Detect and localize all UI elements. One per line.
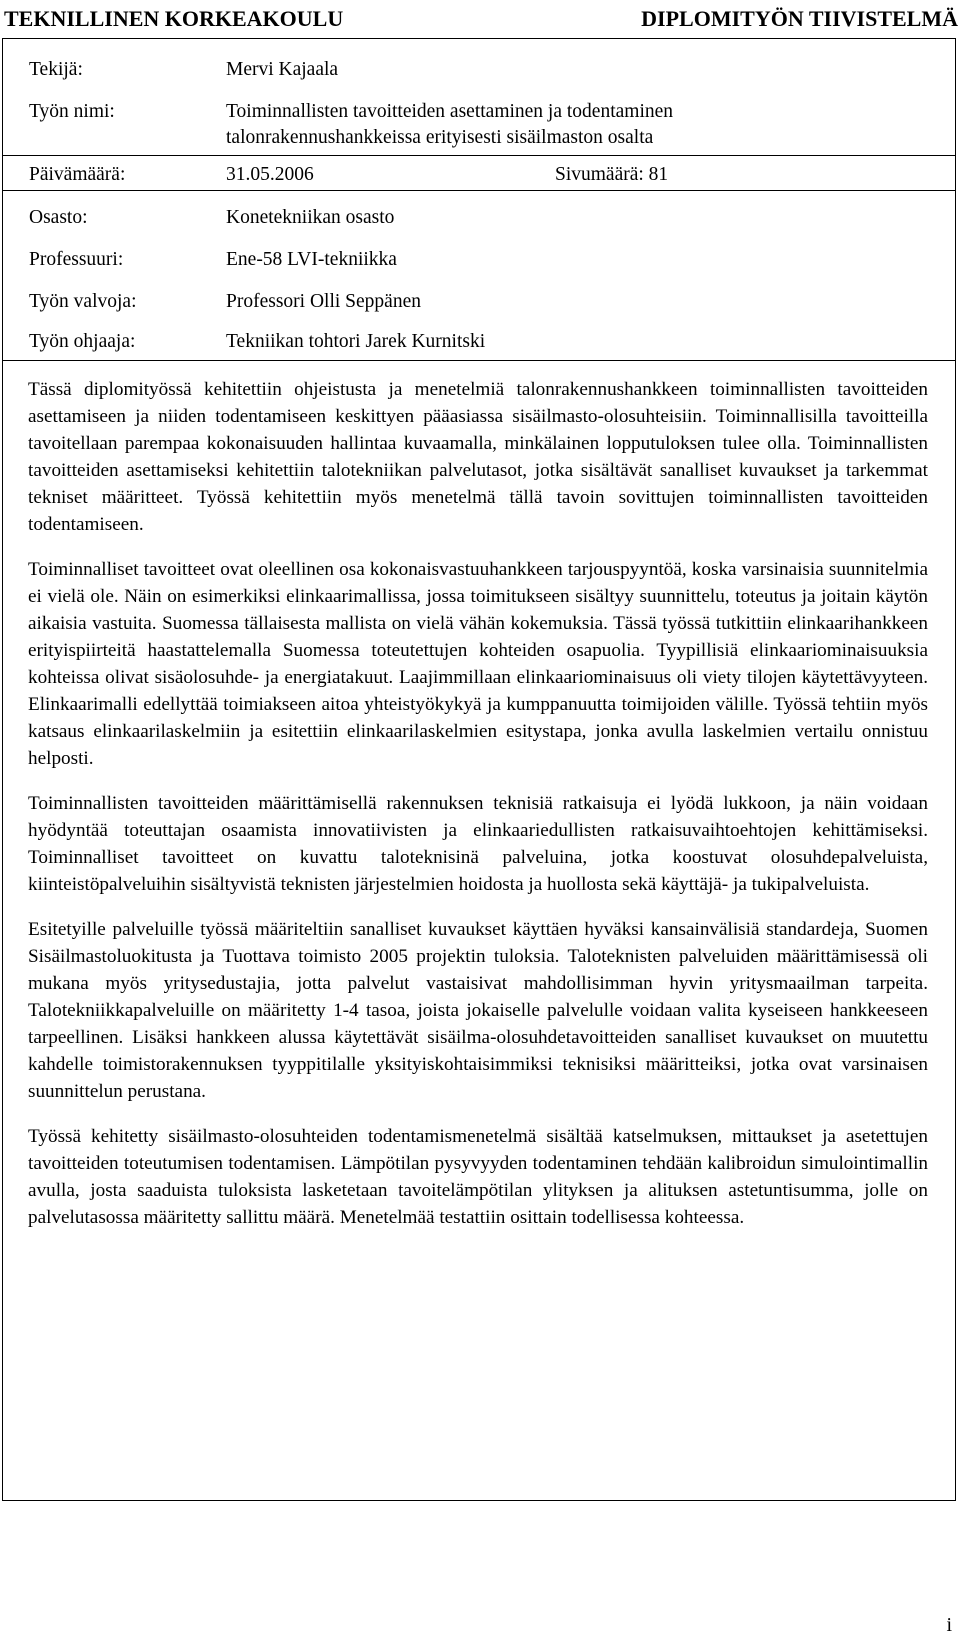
title-line-1: Toiminnallisten tavoitteiden asettaminen ja todentaminen [226, 101, 674, 122]
divider-middle [3, 190, 955, 191]
author-label: Tekijä: [29, 59, 83, 80]
abstract-paragraph-3: Toiminnallisten tavoitteiden määrittämisellä rakennuksen teknisiä ratkaisuja ei lyödä lukkoon, ja näin voidaan hyödyntää toteuttajan osaamista innovatiivisten ja elinkaariedullisten ratkaisuvaihtoehtojen kehittämiseksi. Toiminnalliset tavoitteet on kuvattu taloteknisinä palveluina, jotka koostuvat olosuhdepalveluista, kiinteistöpalveluihin sisältyvistä teknisten järjestelmien hoidosta ja huollosta sekä käyttäjä- ja tukipalveluista. [28, 793, 928, 895]
title-label: Työn nimi: [29, 101, 115, 122]
supervisor-value: Professori Olli Seppänen [226, 291, 421, 312]
abstract-paragraph-2: Toiminnalliset tavoitteet ovat oleellinen osa kokonaisvastuuhankkeen tarjouspyyntöä, koska varsinaisia suunnitelmia ei vielä ole. Näin on esimerkiksi elinkaarimallissa, jossa toimitukseen sisältyy suunnittelu, toteutus ja joitain käytön aikaisia vastuita. Suomessa tällaisesta mallista on vielä vähän kokemuksia. Tässä työssä tutkittiin elinkaarihankkeen erityispiirteitä haastattelemalla Suomessa toteutettujen kohteiden osapuolia. Tyypillisiä elinkaariominaisuuksia kohteissa olivat sisäolosuhde- ja energiatakuut. Laajimmillaan elinkaariominaisuus oli viety tilojen käytettävyyteen. Elinkaarimalli edellyttää toimiakseen aitoa yhteistyökykyä ja kumppanuutta toimijoiden välille. Työssä tehtiin myös katsaus elinkaarilaskelmiin ja esitettiin elinkaarilaskelmien esitystapa, jonka avulla laskelmien vertailu onnistuu helposti. [28, 559, 928, 769]
professorship-label: Professuuri: [29, 249, 124, 270]
abstract-paragraph-1: Tässä diplomityössä kehitettiin ohjeistusta ja menetelmiä talonrakennushankkeen toiminnallisten tavoitteiden asettamiseen ja niiden todentamiseen keskittyen pääasiassa sisäilmasto-olosuhteisiin. Toiminnallisilla tavoitteilla tavoitellaan parempaa kokonaisuuden hallintaa kuvaamalla, minkälainen lopputuloksen tulee olla. Toiminnallisten tavoitteiden asettamiseksi kehitettiin talotekniikan palvelutasot, jotka sisältävät sanalliset kuvaukset ja tarkemmat tekniset määritteet. Työssä kehitettiin myös menetelmä tällä tavoin sovittujen toiminnallisten tavoitteiden todentamiseen. [28, 379, 928, 535]
department-label: Osasto: [29, 207, 88, 228]
date-label: Päivämäärä: [29, 164, 126, 185]
university-name: TEKNILLINEN KORKEAKOULU [4, 6, 344, 31]
abstract-paragraph-5: Työssä kehitetty sisäilmasto-olosuhteiden todentamismenetelmä sisältää katselmuksen, mittaukset ja asetettujen tavoitteiden toteutumisen todentamisen. Lämpötilan pysyvyyden todentaminen tehdään kalibroidun simulointimallin avulla, josta saaduista tuloksista lasketetaan tavoitelämpötilan ylityksen ja alituksen astetuntisumma, jolle on palvelutasossa määritetty sallittu määrä. Menetelmää testattiin osittain todellisessa kohteessa. [28, 1126, 928, 1228]
divider-top [3, 155, 955, 156]
date-value: 31.05.2006 [226, 164, 314, 185]
instructor-label: Työn ohjaaja: [29, 331, 136, 352]
document-type: DIPLOMITYÖN TIIVISTELMÄ [641, 6, 958, 31]
page-count: Sivumäärä: 81 [555, 164, 669, 185]
author-value: Mervi Kajaala [226, 59, 339, 80]
page-number: i [946, 1614, 952, 1636]
instructor-value: Tekniikan tohtori Jarek Kurnitski [226, 331, 486, 352]
title-line-2: talonrakennushankkeissa erityisesti sisäilmaston osalta [226, 127, 654, 148]
abstract-paragraph-4: Esitetyille palveluille työssä määriteltiin sanalliset kuvaukset käyttäen hyväksi kansainvälisiä standardeja, Suomen Sisäilmastoluokitusta ja Tuottava toimisto 2005 projektin tuloksia. Taloteknisten palveluiden määrittämisessä oli mukana myös yritysedustajia, jotta palvelut vastaisivat mahdollisimman hyvin yritysmaailman tarpeita. Talotekniikkapalveluille on määritetty 1-4 tasoa, joista jokaiselle palvelulle voidaan valita kyseiseen hankkeeseen tarpeellinen. Lisäksi hankkeen alussa käytettävät sisäilma-olosuhdetavoitteiden sanalliset kuvaukset on muutettu kahdelle toimistorakennuksen tyyppitilalle yksityiskohtaisimmiksi teknisiksi määritteiksi, jotka ovat varsinaisen suunnittelun perustana. [28, 919, 928, 1102]
department-value: Konetekniikan osasto [226, 207, 395, 228]
abstract-body [28, 376, 928, 1249]
divider-bottom [3, 360, 955, 361]
supervisor-label: Työn valvoja: [29, 291, 137, 312]
professorship-value: Ene-58 LVI-tekniikka [226, 249, 397, 270]
